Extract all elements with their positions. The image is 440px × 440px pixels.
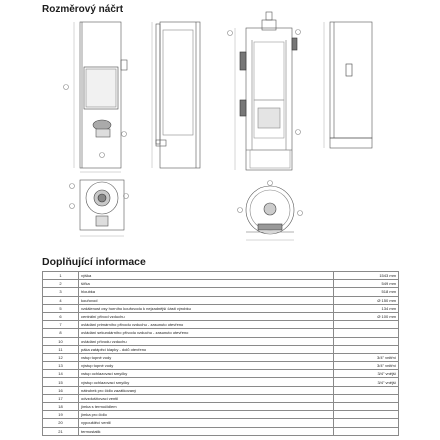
row-value xyxy=(334,329,399,337)
row-value xyxy=(334,419,399,427)
row-description: výstup topné vody xyxy=(79,362,334,370)
row-description: vypouštěcí ventil xyxy=(79,419,334,427)
row-description: ovládání přívodu vzduchu xyxy=(79,337,334,345)
row-number: 20 xyxy=(43,419,79,427)
row-description: hloubka xyxy=(79,288,334,296)
row-value: 3/4" vnější xyxy=(334,370,399,378)
row-value: Ø 100 mm xyxy=(334,312,399,320)
row-number: 11 xyxy=(43,345,79,353)
row-description: odvzdušňovací ventil xyxy=(79,394,334,402)
row-description: vstup topné vody xyxy=(79,353,334,361)
row-number: 15 xyxy=(43,378,79,386)
row-description: vstup ochlazovací smyčky xyxy=(79,370,334,378)
side-view-drawing xyxy=(152,22,200,168)
row-number: 13 xyxy=(43,362,79,370)
row-number: 8 xyxy=(43,329,79,337)
row-value xyxy=(334,427,399,435)
table-row xyxy=(43,296,399,304)
row-value: 3/4" vnější xyxy=(334,378,399,386)
table-row xyxy=(43,386,399,394)
table-row xyxy=(43,329,399,337)
top-view-drawing xyxy=(70,180,129,236)
table-row xyxy=(43,345,399,353)
additional-info-title: Doplňující informace xyxy=(42,256,146,268)
row-value: Ø 150 mm xyxy=(334,296,399,304)
table-row xyxy=(43,321,399,329)
section-view-drawing xyxy=(228,12,301,170)
row-number: 10 xyxy=(43,337,79,345)
row-number: 17 xyxy=(43,394,79,402)
row-description: jímka pro čidlo xyxy=(79,411,334,419)
row-number: 5 xyxy=(43,304,79,312)
table-row xyxy=(43,288,399,296)
row-value: 3/4" vnitřní xyxy=(334,353,399,361)
row-description: nátrubek pro čidlo zazátkovaný xyxy=(79,386,334,394)
table-row xyxy=(43,353,399,361)
row-description: centrální přívod vzduchu xyxy=(79,312,334,320)
row-value xyxy=(334,337,399,345)
front-view-drawing xyxy=(64,22,128,172)
table-row xyxy=(43,394,399,402)
row-description: termostatik xyxy=(79,427,334,435)
row-description: jímka s termočidlem xyxy=(79,403,334,411)
row-number: 3 xyxy=(43,288,79,296)
row-description: ovládání sekundárního přívodu vzduchu - zasunuto otevřeno xyxy=(79,329,334,337)
row-number: 16 xyxy=(43,386,79,394)
row-number: 19 xyxy=(43,411,79,419)
table-row xyxy=(43,337,399,345)
row-number: 7 xyxy=(43,321,79,329)
table-row xyxy=(43,378,399,386)
bottom-section-drawing xyxy=(238,181,303,241)
row-description: výška xyxy=(79,272,334,280)
row-description: ovládání primárního přívodu vzduchu - zasunuto otevřeno xyxy=(79,321,334,329)
row-description: šířka xyxy=(79,280,334,288)
row-number: 12 xyxy=(43,353,79,361)
dimension-sketch-title: Rozměrový náčrt xyxy=(42,4,124,15)
row-value xyxy=(334,394,399,402)
row-description: výstup ochlazovací smyčky xyxy=(79,378,334,386)
row-value xyxy=(334,403,399,411)
row-value: 3/4" vnitřní xyxy=(334,362,399,370)
row-number: 4 xyxy=(43,296,79,304)
table-row xyxy=(43,304,399,312)
row-value xyxy=(334,321,399,329)
right-side-view-drawing xyxy=(324,22,372,148)
row-value xyxy=(334,345,399,353)
row-value: 134 mm xyxy=(334,304,399,312)
table-row xyxy=(43,403,399,411)
row-value: 549 mm xyxy=(334,280,399,288)
row-number: 18 xyxy=(43,403,79,411)
row-description: kouřovod xyxy=(79,296,334,304)
table-row xyxy=(43,312,399,320)
row-description: páka zatápěcí klapky - dolů otevřeno xyxy=(79,345,334,353)
row-number: 6 xyxy=(43,312,79,320)
table-row xyxy=(43,280,399,288)
row-value: 518 mm xyxy=(334,288,399,296)
table-row xyxy=(43,272,399,280)
row-number: 14 xyxy=(43,370,79,378)
row-number: 2 xyxy=(43,280,79,288)
table-row xyxy=(43,411,399,419)
row-number: 21 xyxy=(43,427,79,435)
specification-table xyxy=(42,271,399,436)
table-row xyxy=(43,370,399,378)
table-row xyxy=(43,419,399,427)
row-value: 1543 mm xyxy=(334,272,399,280)
row-value xyxy=(334,411,399,419)
row-description: vzdálenost osy horního kouřovodu k nejzadnější části výrobku xyxy=(79,304,334,312)
table-row xyxy=(43,362,399,370)
table-row xyxy=(43,427,399,435)
row-value xyxy=(334,386,399,394)
row-number: 1 xyxy=(43,272,79,280)
